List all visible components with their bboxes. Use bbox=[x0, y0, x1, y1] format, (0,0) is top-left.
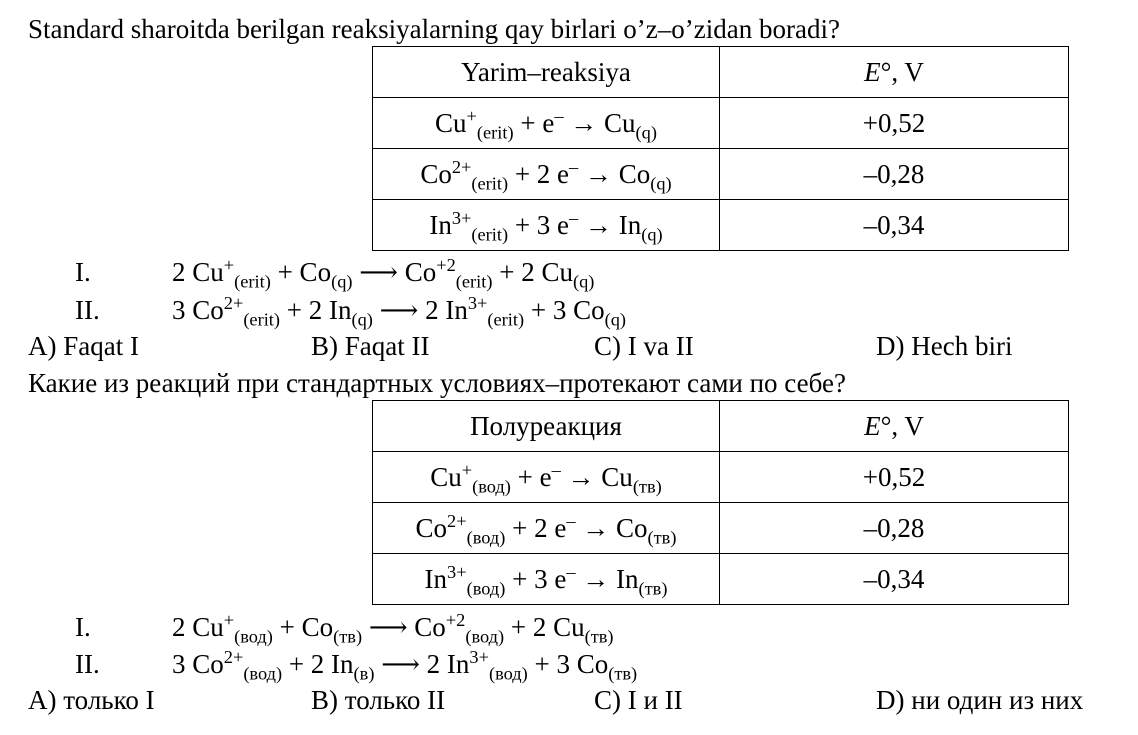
question-ru: Какие из реакций при стандартных условиях–протекают сами по себе? bbox=[28, 368, 846, 398]
half-reaction: $Cu^+_{(erit)} + e^- \to Cu_{(q)}$ bbox=[373, 98, 720, 149]
table-row bbox=[373, 200, 1069, 251]
half-reaction: $Co^{2+}_{(вод)} + 2$ $e^- \to Co_{(тв)}$ bbox=[373, 503, 720, 554]
reaction-number: II. bbox=[75, 295, 100, 325]
half-reaction-table-ru bbox=[372, 400, 1069, 605]
reaction-number: I. bbox=[75, 612, 91, 642]
potential-value: –0,28 bbox=[720, 503, 1069, 554]
half-reaction: $Co^{2+}_{(erit)} + 2$ $e^- \to Co_{(q)}$ bbox=[373, 149, 720, 200]
option-d[interactable]: D) ни один из них bbox=[876, 685, 1084, 715]
potential-value: +0,52 bbox=[720, 452, 1069, 503]
table-row bbox=[373, 452, 1069, 503]
potential-value: +0,52 bbox=[720, 98, 1069, 149]
option-a[interactable]: A) Faqat I bbox=[28, 331, 139, 361]
option-b[interactable]: B) только II bbox=[311, 685, 446, 715]
table-header-row bbox=[373, 47, 1069, 98]
option-a[interactable]: A) только I bbox=[28, 685, 155, 715]
half-reaction: $In^{3+}_{(вод)} + 3$ $e^- \to In_{(тв)}$ bbox=[373, 554, 720, 605]
header-potential: E°, V bbox=[720, 401, 1069, 452]
reaction-number: I. bbox=[75, 257, 91, 287]
question-uz: Standard sharoitda berilgan reaksiyalarning qay birlari o’z–o’zidan boradi? bbox=[28, 14, 840, 44]
option-c[interactable]: C) I va II bbox=[594, 331, 694, 361]
potential-value: –0,34 bbox=[720, 554, 1069, 605]
reaction-equation: 2 $Cu^+_{(erit)} + Co_{(q)}$ ⟶ $Co^{+2}_{(erit)} + 2$ $Cu_{(q)}$ bbox=[172, 254, 595, 292]
reaction-equation: 2 $Cu^+_{(вод)} + Co_{(тв)}$ ⟶ $Co^{+2}_{(вод)} + 2$ $Cu_{(тв)}$ bbox=[172, 609, 614, 647]
option-c[interactable]: C) I и II bbox=[594, 685, 683, 715]
header-potential: E°, V bbox=[720, 47, 1069, 98]
option-d[interactable]: D) Hech biri bbox=[876, 331, 1013, 361]
table-row bbox=[373, 98, 1069, 149]
reaction-equation: 3 $Co^{2+}_{(erit)} + 2$ $In_{(q)}$ ⟶ 2 $In^{3+}_{(erit)} + 3$ $Co_{(q)}$ bbox=[172, 292, 627, 330]
half-reaction-table-uz bbox=[372, 46, 1069, 251]
header-reaction: Полуреакция bbox=[373, 401, 720, 452]
option-b[interactable]: B) Faqat II bbox=[311, 331, 430, 361]
half-reaction: $Cu^+_{(вод)} + e^- \to Cu_{(тв)}$ bbox=[373, 452, 720, 503]
table-row bbox=[373, 149, 1069, 200]
table-row bbox=[373, 503, 1069, 554]
half-reaction: $In^{3+}_{(erit)} + 3$ $e^- \to In_{(q)}$ bbox=[373, 200, 720, 251]
table-header-row bbox=[373, 401, 1069, 452]
header-reaction: Yarim–reaksiya bbox=[373, 47, 720, 98]
table-row bbox=[373, 554, 1069, 605]
potential-value: –0,34 bbox=[720, 200, 1069, 251]
reaction-equation: 3 $Co^{2+}_{(вод)} + 2$ $In_{(в)}$ ⟶ 2 $In^{3+}_{(вод)} + 3$ $Co_{(тв)}$ bbox=[172, 646, 638, 684]
potential-value: –0,28 bbox=[720, 149, 1069, 200]
reaction-number: II. bbox=[75, 649, 100, 679]
